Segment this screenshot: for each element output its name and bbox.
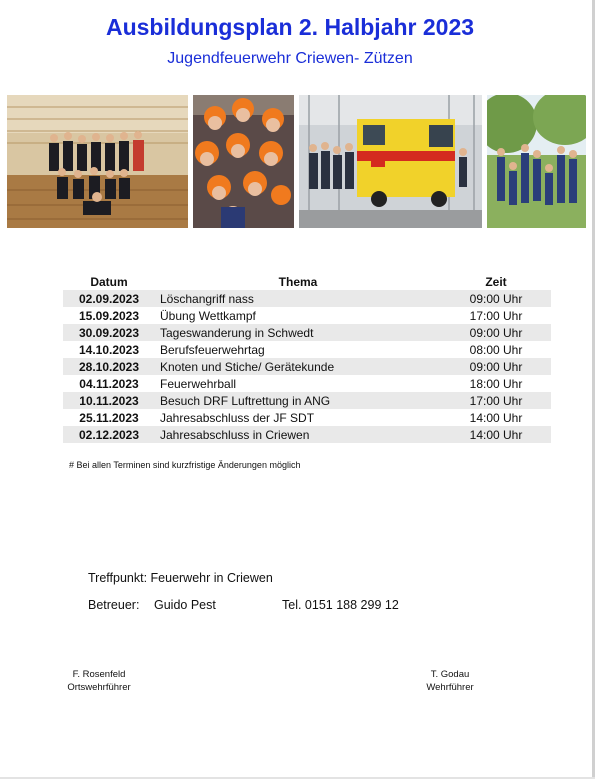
row-topic: Übung Wettkampf xyxy=(160,308,256,323)
signature-right-role: Wehrführer xyxy=(426,682,474,693)
row-topic: Tageswanderung in Schwedt xyxy=(160,325,314,340)
table-row xyxy=(63,409,551,426)
changes-note: # Bei allen Terminen sind kurzfristige Änderungen möglich xyxy=(69,460,301,470)
group-selfie-helmets xyxy=(193,95,294,228)
row-date: 15.09.2023 xyxy=(78,308,140,323)
group-photo-gym xyxy=(7,95,188,228)
row-topic: Löschangriff nass xyxy=(160,291,254,306)
row-date: 28.10.2023 xyxy=(78,359,140,374)
signature-left xyxy=(55,668,143,694)
supervisor-phone: Tel. 0151 188 299 12 xyxy=(282,598,399,612)
table-row xyxy=(63,375,551,392)
signature-left-role: Ortswehrführer xyxy=(67,682,131,693)
meeting-point: Treffpunkt: Feuerwehr in Criewen xyxy=(88,571,273,585)
row-topic: Besuch DRF Luftrettung in ANG xyxy=(160,393,331,408)
table-header-row xyxy=(63,274,551,290)
fire-truck-visit xyxy=(299,95,482,228)
row-topic: Feuerwehrball xyxy=(160,376,237,391)
signature-right-name: T. Godau xyxy=(430,669,470,680)
signature-right xyxy=(410,668,490,694)
header-date: Datum xyxy=(90,275,128,289)
row-date: 30.09.2023 xyxy=(78,325,140,340)
row-date: 04.11.2023 xyxy=(79,376,139,391)
row-date: 02.12.2023 xyxy=(78,427,140,442)
group-photo-outdoor xyxy=(487,95,586,228)
row-time: 17:00 Uhr xyxy=(469,308,523,323)
row-time: 09:00 Uhr xyxy=(469,291,523,306)
row-time: 08:00 Uhr xyxy=(469,342,523,357)
table-row xyxy=(63,426,551,443)
row-date: 14.10.2023 xyxy=(78,342,140,357)
row-topic: Jahresabschluss in Criewen xyxy=(160,427,310,442)
table-row xyxy=(63,392,551,409)
header-time: Zeit xyxy=(485,275,507,289)
row-time: 18:00 Uhr xyxy=(469,376,523,391)
signature-left-name: F. Rosenfeld xyxy=(72,669,126,680)
table-row xyxy=(63,307,551,324)
row-topic: Jahresabschluss der JF SDT xyxy=(160,410,315,425)
row-date: 10.11.2023 xyxy=(79,393,139,408)
row-topic: Berufsfeuerwehrtag xyxy=(160,342,265,357)
row-time: 14:00 Uhr xyxy=(469,427,523,442)
page-subtitle: Jugendfeuerwehr Criewen- Zützen xyxy=(167,50,413,67)
table-row xyxy=(63,341,551,358)
page-title: Ausbildungsplan 2. Halbjahr 2023 xyxy=(105,14,475,40)
supervisor-label: Betreuer: xyxy=(88,598,140,612)
table-row xyxy=(63,358,551,375)
row-time: 09:00 Uhr xyxy=(469,325,523,340)
table-row xyxy=(63,290,551,307)
schedule-table xyxy=(63,274,551,443)
row-topic: Knoten und Stiche/ Gerätekunde xyxy=(160,359,335,374)
row-time: 17:00 Uhr xyxy=(469,393,523,408)
row-date: 25.11.2023 xyxy=(79,410,139,425)
row-time: 09:00 Uhr xyxy=(469,359,523,374)
row-time: 14:00 Uhr xyxy=(469,410,523,425)
supervisor-name: Guido Pest xyxy=(154,598,216,612)
row-date: 02.09.2023 xyxy=(78,291,140,306)
header-topic: Thema xyxy=(278,275,318,289)
table-row xyxy=(63,324,551,341)
